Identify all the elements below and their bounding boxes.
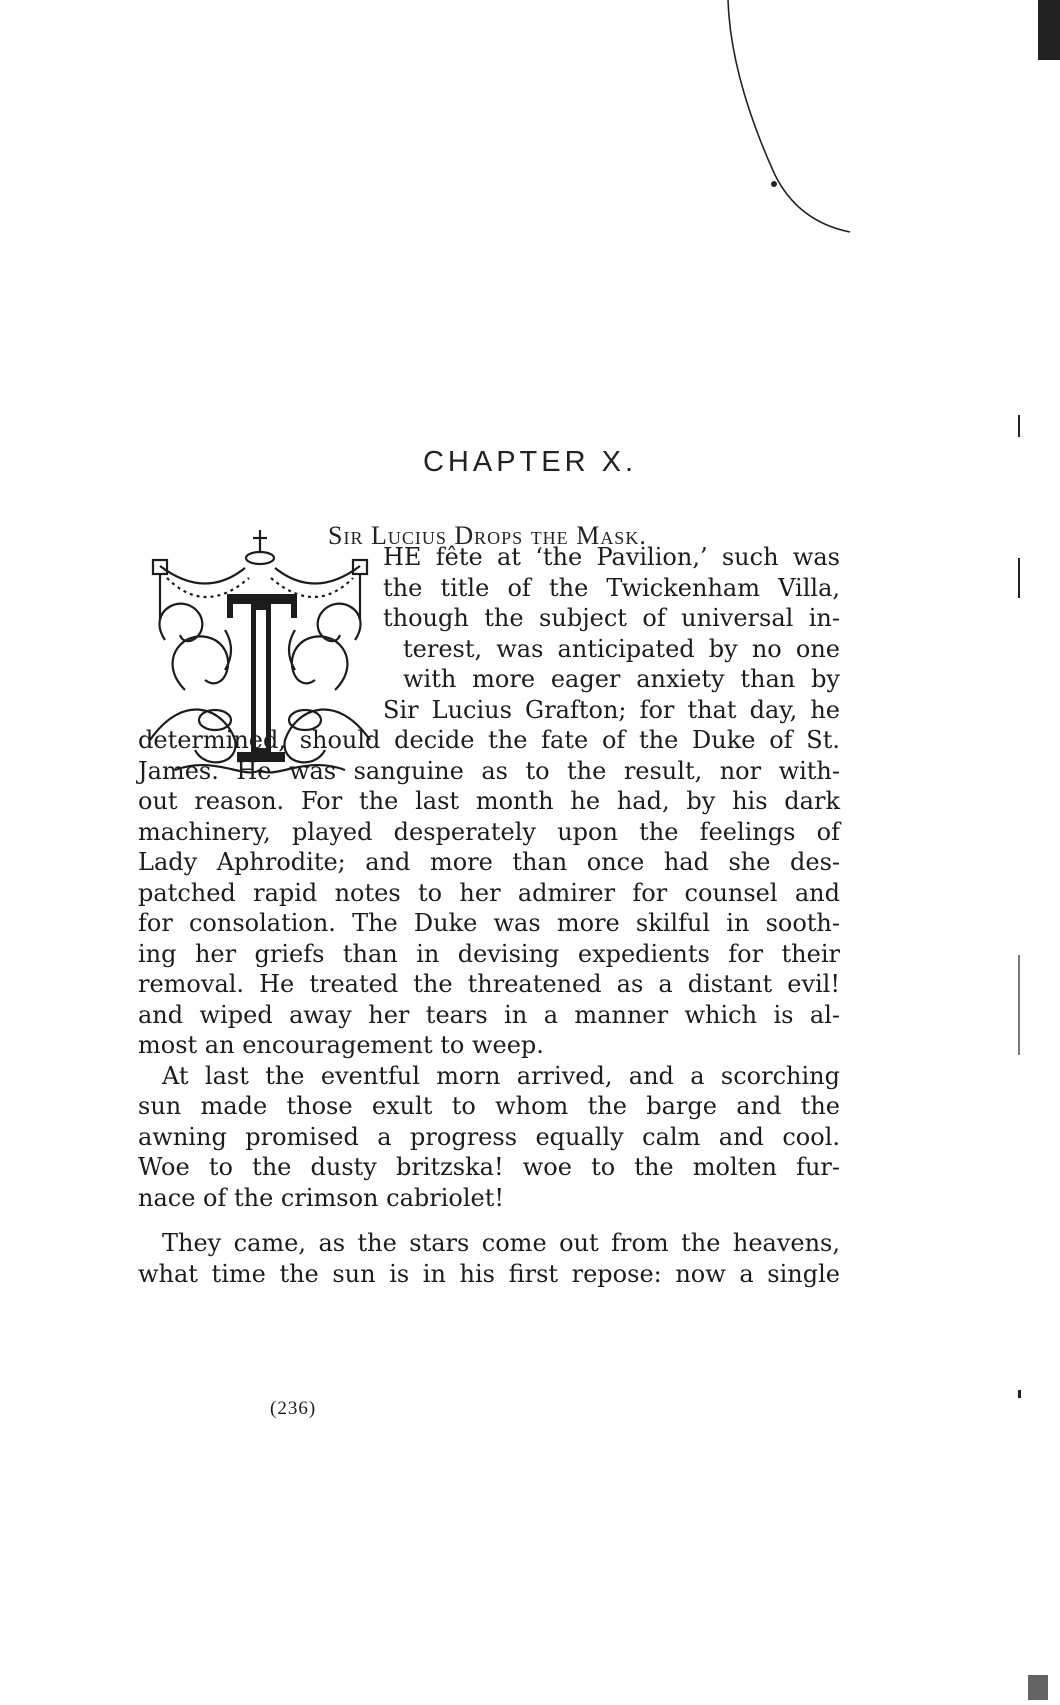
scan-edge-mark xyxy=(1018,955,1020,1055)
text-line: They came, as the stars come out from the heavens, xyxy=(162,1229,840,1257)
text-line: Woe to the dusty britzska! woe to the molten fur- xyxy=(138,1153,840,1181)
text-line: determined, should decide the fate of the Duke of St. xyxy=(138,726,840,754)
text-line: removal. He treated the threatened as a distant evil! xyxy=(138,970,840,998)
scan-edge-curve xyxy=(720,0,860,240)
scan-edge-mark xyxy=(1018,415,1020,437)
text-line: though the subject of universal in- xyxy=(383,604,840,632)
text-line: awning promised a progress equally calm and cool. xyxy=(138,1123,840,1151)
scan-edge-mark xyxy=(1038,0,1060,60)
text-line: ing her griefs than in devising expedients for their xyxy=(138,940,840,968)
text-line: with more eager anxiety than by xyxy=(403,665,840,693)
chapter-subtitle: Sir Lucius Drops the Mask. xyxy=(328,521,647,550)
text-line: out reason. For the last month he had, by his dark xyxy=(138,787,840,815)
text-line: the title of the Twickenham Villa, xyxy=(383,574,840,602)
scan-edge-mark xyxy=(1028,1675,1048,1700)
text-line: patched rapid notes to her admirer for counsel and xyxy=(138,879,840,907)
text-line: terest, was anticipated by no one xyxy=(403,635,840,663)
text-line: At last the eventful morn arrived, and a scorching xyxy=(162,1062,840,1090)
text-line: most an encouragement to weep. xyxy=(138,1031,544,1059)
page-number: (236) xyxy=(270,1398,317,1419)
text-line: Sir Lucius Grafton; for that day, he xyxy=(383,696,840,724)
text-line: sun made those exult to whom the barge and the xyxy=(138,1092,840,1120)
text-line: nace of the crimson cabriolet! xyxy=(138,1184,505,1212)
text-line: for consolation. The Duke was more skilful in sooth- xyxy=(138,909,840,937)
text-line: and wiped away her tears in a manner which is al- xyxy=(138,1001,840,1029)
text-line: what time the sun is in his first repose: now a single xyxy=(138,1260,840,1288)
chapter-title: CHAPTER X. xyxy=(422,446,638,478)
scan-edge-mark xyxy=(1018,558,1020,598)
text-line: Lady Aphrodite; and more than once had she des- xyxy=(138,848,840,876)
scan-edge-mark xyxy=(1018,1390,1021,1398)
text-line: James. He was sanguine as to the result, nor with- xyxy=(138,757,840,785)
text-line: HE fête at ‘the Pavilion,’ such was xyxy=(383,543,840,571)
text-line: machinery, played desperately upon the feelings of xyxy=(138,818,840,846)
